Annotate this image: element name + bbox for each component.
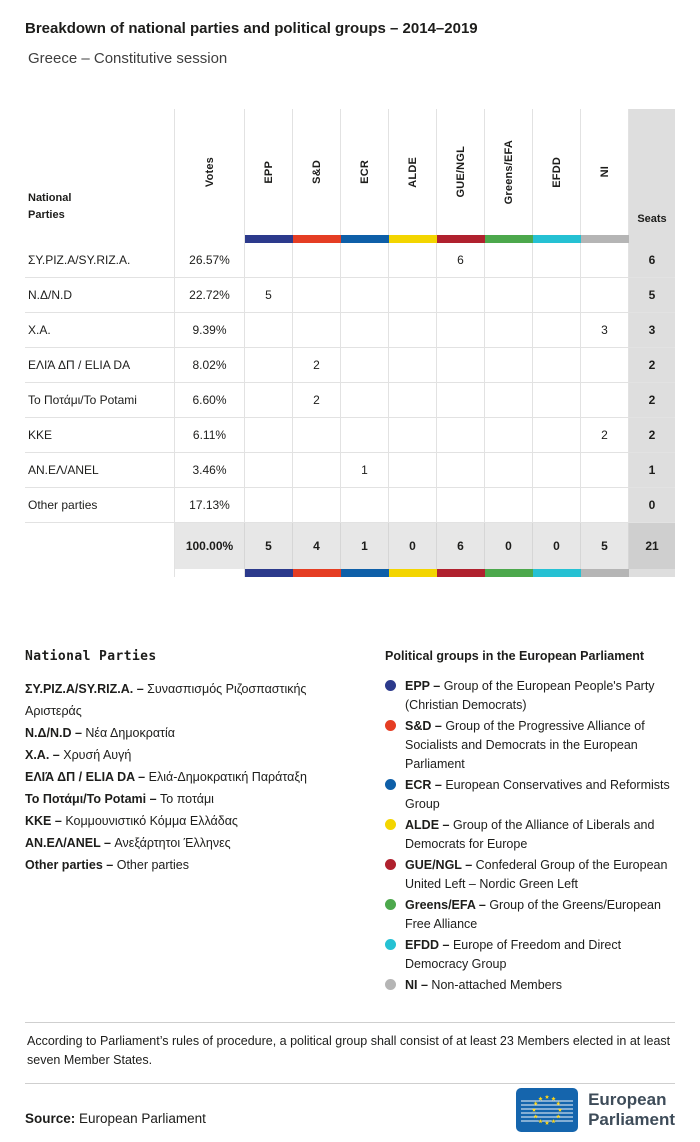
group-legend-text [405,816,675,854]
total-seat-count-cell: 0 [485,523,533,569]
party-legend-item [25,722,360,744]
group-abbreviation: ALDE – [405,818,450,832]
group-full-name: Confederal Group of the European United Left – Nordic Green Left [405,858,668,891]
bar-spacer [25,235,175,243]
group-label: ALDE [406,156,419,188]
seat-count-cell [437,453,485,487]
group-color-dot [385,720,396,731]
seat-count-cell [533,313,581,347]
group-color-bar [389,235,437,243]
group-legend-text [405,976,562,995]
votes-cell: 8.02% [175,348,245,382]
group-seat-cells [245,383,629,417]
party-abbreviation: Το Ποτάμι/To Potami – [25,792,157,806]
party-abbreviation: ΚΚΕ – [25,814,62,828]
seat-count-cell [245,348,293,382]
seat-count-cell [293,313,341,347]
group-color-bar [581,569,629,577]
national-parties-legend-heading: National Parties [25,649,157,664]
total-votes-cell: 100.00% [175,523,245,569]
total-seat-count-cell: 4 [293,523,341,569]
footnote-text: According to Parliament’s rules of procedure, a political group shall consist of at least 23 Members elected in at least seven Member States. [27,1034,671,1068]
table-row [25,348,675,383]
seat-count-cell: 6 [437,243,485,277]
seat-count-cell [485,488,533,522]
group-color-bar [245,235,293,243]
total-seat-count-cell: 0 [389,523,437,569]
color-bar-row-bottom [25,569,675,577]
group-legend-item [385,816,675,854]
party-name-cell: ΚΚΕ [25,418,175,452]
votes-cell: 22.72% [175,278,245,312]
eu-flag-icon [516,1088,578,1132]
total-seat-count-cell: 5 [581,523,629,569]
group-color-bar [389,569,437,577]
political-groups-legend [385,649,675,997]
group-color-dot [385,979,396,990]
group-seat-cells [245,488,629,522]
group-abbreviation: ECR – [405,778,442,792]
group-column-header [341,109,389,235]
group-legend-text [405,896,675,934]
group-label: EFDD [550,156,563,188]
party-legend-item [25,832,360,854]
group-color-dot [385,899,396,910]
group-legend-item [385,776,675,814]
group-abbreviation: Greens/EFA – [405,898,486,912]
party-name-cell: Χ.Α. [25,313,175,347]
seat-count-cell [581,278,629,312]
seat-count-cell [245,313,293,347]
seat-count-cell [389,418,437,452]
seat-count-cell [437,313,485,347]
seat-count-cell [533,243,581,277]
group-legend-item [385,896,675,934]
seat-count-cell: 2 [293,348,341,382]
seat-count-cell [581,488,629,522]
bar-spacer [25,569,175,577]
seat-count-cell [581,348,629,382]
bar-spacer [175,569,245,577]
bar-spacer-seats [629,235,675,243]
seat-count-cell [437,418,485,452]
seat-count-cell [341,278,389,312]
seat-count-cell [581,243,629,277]
seat-count-cell [389,243,437,277]
group-color-dot [385,939,396,950]
total-seat-count-cell: 6 [437,523,485,569]
seat-count-cell [293,243,341,277]
party-abbreviation: Ν.Δ/N.D – [25,726,82,740]
group-column-header [389,109,437,235]
seat-count-cell [245,418,293,452]
seat-count-cell: 1 [341,453,389,487]
seat-count-cell [485,313,533,347]
party-full-name: Κομμουνιστικό Κόμμα Ελλάδας [65,814,238,828]
party-name-cell: Το Ποτάμι/To Potami [25,383,175,417]
seat-count-cell [293,418,341,452]
group-color-bars [245,569,629,577]
party-full-name: Ανεξάρτητοι Έλληνες [114,836,231,850]
table-header-row [25,109,675,235]
seat-count-cell [293,488,341,522]
party-legend-item [25,744,360,766]
seat-count-cell: 5 [245,278,293,312]
seat-count-cell [341,313,389,347]
seats-total-cell: 2 [629,418,675,452]
party-full-name: Νέα Δημοκρατία [85,726,175,740]
group-color-bar [485,235,533,243]
party-name-cell: ΣΥ.ΡΙΖ.Α/SY.RIZ.A. [25,243,175,277]
group-abbreviation: EPP – [405,679,441,693]
group-legend-item [385,856,675,894]
group-seat-cells [245,453,629,487]
seat-count-cell: 2 [581,418,629,452]
group-legend-item [385,976,675,995]
group-legend-text [405,717,675,774]
political-groups-legend-items [385,677,675,995]
group-legend-item [385,717,675,774]
seat-count-cell [485,243,533,277]
group-color-dot [385,680,396,691]
corner-label [25,109,175,235]
source-label: Source: [25,1111,76,1126]
table-row [25,383,675,418]
table-row [25,313,675,348]
total-seat-count-cell: 5 [245,523,293,569]
table-total-row [25,523,675,569]
group-color-bar [437,235,485,243]
group-column-header [293,109,341,235]
group-color-dot [385,779,396,790]
bar-spacer [175,235,245,243]
seat-count-cell [389,488,437,522]
party-abbreviation: Χ.Α. – [25,748,60,762]
group-label: EPP [262,160,275,184]
party-name-cell: ΑΝ.ΕΛ/ANEL [25,453,175,487]
group-column-header [245,109,293,235]
party-abbreviation: Other parties – [25,858,114,872]
group-column-header [485,109,533,235]
group-abbreviation: EFDD – [405,938,450,952]
group-color-bar [581,235,629,243]
party-name-cell: Ν.Δ/N.D [25,278,175,312]
seat-count-cell [437,383,485,417]
party-abbreviation: ΑΝ.ΕΛ/ANEL – [25,836,111,850]
table-row [25,278,675,313]
logo-word-1: European [588,1090,667,1110]
group-column-header [581,109,629,235]
party-name-cell: ΕΛΙΆ ΔΠ / ELIA DA [25,348,175,382]
seat-count-cell [533,488,581,522]
party-abbreviation: ΕΛΙΆ ΔΠ / ELIA DA – [25,770,146,784]
seat-count-cell [245,488,293,522]
group-column-header [437,109,485,235]
party-legend-item [25,810,360,832]
group-label: GUE/NGL [454,146,467,198]
group-label: NI [598,166,611,178]
seat-count-cell [485,383,533,417]
seat-count-cell [533,418,581,452]
group-legend-text [405,936,675,974]
group-color-bars [245,235,629,243]
seat-count-cell [533,348,581,382]
party-full-name: Ελιά-Δημοκρατική Παράταξη [148,770,307,784]
party-full-name: Χρυσή Αυγή [63,748,132,762]
party-full-name: Συνασπισμός Ριζοσπαστικής Αριστεράς [25,682,307,718]
seat-count-cell: 2 [293,383,341,417]
group-color-bar [533,569,581,577]
seat-count-cell [341,418,389,452]
group-abbreviation: GUE/NGL – [405,858,473,872]
seat-count-cell [341,348,389,382]
group-seat-cells [245,348,629,382]
group-color-bar [245,569,293,577]
party-legend-item [25,678,360,722]
seat-count-cell [581,453,629,487]
national-parties-legend-items [25,678,360,876]
seats-total-cell: 3 [629,313,675,347]
corner-label-line1: National [28,191,72,204]
group-full-name: Europe of Freedom and Direct Democracy Group [405,938,622,971]
votes-cell: 9.39% [175,313,245,347]
corner-label-line2: Parties [28,209,65,222]
seat-count-cell [533,278,581,312]
page-subtitle: Greece – Constitutive session [28,50,228,67]
seat-count-cell [389,278,437,312]
party-full-name: Other parties [116,858,189,872]
group-label: S&D [310,160,323,184]
group-color-bar [341,569,389,577]
total-group-cells [245,523,629,569]
table-row [25,453,675,488]
seats-total-cell: 2 [629,348,675,382]
party-legend-item [25,766,360,788]
group-color-bar [533,235,581,243]
seat-count-cell [389,383,437,417]
seat-count-cell [341,488,389,522]
group-color-bar [485,569,533,577]
group-legend-text [405,677,675,715]
results-table [25,109,675,577]
seat-count-cell: 3 [581,313,629,347]
group-color-bar [293,235,341,243]
source-text: European Parliament [79,1111,206,1126]
seat-count-cell [485,418,533,452]
seats-total-cell: 5 [629,278,675,312]
votes-cell: 17.13% [175,488,245,522]
votes-column-header [175,109,245,235]
total-seat-count-cell: 1 [341,523,389,569]
group-full-name: Group of the Alliance of Liberals and Democrats for Europe [405,818,655,851]
seat-count-cell [485,453,533,487]
seat-count-cell [485,348,533,382]
group-seat-cells [245,313,629,347]
group-column-header [533,109,581,235]
source-row [25,1086,675,1134]
seat-count-cell [245,243,293,277]
seat-count-cell [437,278,485,312]
group-legend-item [385,677,675,715]
table-row [25,243,675,278]
votes-cell: 6.60% [175,383,245,417]
seat-count-cell [581,383,629,417]
group-color-bar [437,569,485,577]
group-seat-cells [245,278,629,312]
total-empty-cell [25,523,175,569]
group-color-dot [385,859,396,870]
table-body [25,243,675,523]
group-label: ECR [358,160,371,184]
seat-count-cell [389,453,437,487]
group-legend-item [385,936,675,974]
group-label: Greens/EFA [502,139,515,205]
group-full-name: Group of the European People's Party (Christian Democrats) [405,679,655,712]
group-legend-text [405,776,675,814]
logo-word-2: Parliament [588,1110,675,1129]
votes-cell: 26.57% [175,243,245,277]
bar-spacer-seats [629,569,675,577]
seats-total-cell: 1 [629,453,675,487]
seats-label: Seats [637,213,667,225]
votes-cell: 3.46% [175,453,245,487]
group-seat-cells [245,418,629,452]
seat-count-cell [533,453,581,487]
seat-count-cell [245,453,293,487]
seats-total-cell: 6 [629,243,675,277]
total-seat-count-cell: 0 [533,523,581,569]
group-abbreviation: S&D – [405,719,442,733]
logo-wordmark [588,1090,675,1129]
group-full-name: Non-attached Members [431,978,563,992]
seat-count-cell [437,348,485,382]
table-row [25,488,675,523]
national-parties-legend [25,649,360,997]
seat-count-cell [389,348,437,382]
seat-count-cell [485,278,533,312]
footnote-block [25,1022,675,1084]
seats-total-cell: 0 [629,488,675,522]
legends [25,649,675,997]
group-legend-text [405,856,675,894]
seats-total-cell: 2 [629,383,675,417]
votes-cell: 6.11% [175,418,245,452]
votes-label: Votes [203,156,216,188]
group-color-bar [293,569,341,577]
divider-bottom [25,1083,675,1084]
group-full-name: European Conservatives and Reformists Group [405,778,670,811]
party-legend-item [25,788,360,810]
seat-count-cell [341,383,389,417]
party-name-cell: Other parties [25,488,175,522]
color-bar-row-top [25,235,675,243]
party-full-name: Το ποτάμι [160,792,214,806]
group-column-headers [245,109,629,235]
group-color-dot [385,819,396,830]
seats-column-header [629,109,675,235]
seat-count-cell [293,278,341,312]
group-full-name: Group of the Greens/European Free Alliance [405,898,661,931]
group-color-bar [341,235,389,243]
party-abbreviation: ΣΥ.ΡΙΖ.Α/SY.RIZ.A. – [25,682,144,696]
total-seats-cell: 21 [629,523,675,569]
party-legend-item [25,854,360,876]
source [25,1111,206,1134]
table-row [25,418,675,453]
group-abbreviation: NI – [405,978,428,992]
european-parliament-logo [516,1086,675,1134]
group-seat-cells [245,243,629,277]
political-groups-legend-heading: Political groups in the European Parliament [385,649,645,663]
seat-count-cell [389,313,437,347]
seat-count-cell [437,488,485,522]
group-full-name: Group of the Progressive Alliance of Socialists and Democrats in the European Parliament [405,719,645,771]
seat-count-cell [533,383,581,417]
seat-count-cell [341,243,389,277]
seat-count-cell [293,453,341,487]
page-title: Breakdown of national parties and political groups – 2014–2019 [25,20,478,37]
seat-count-cell [245,383,293,417]
